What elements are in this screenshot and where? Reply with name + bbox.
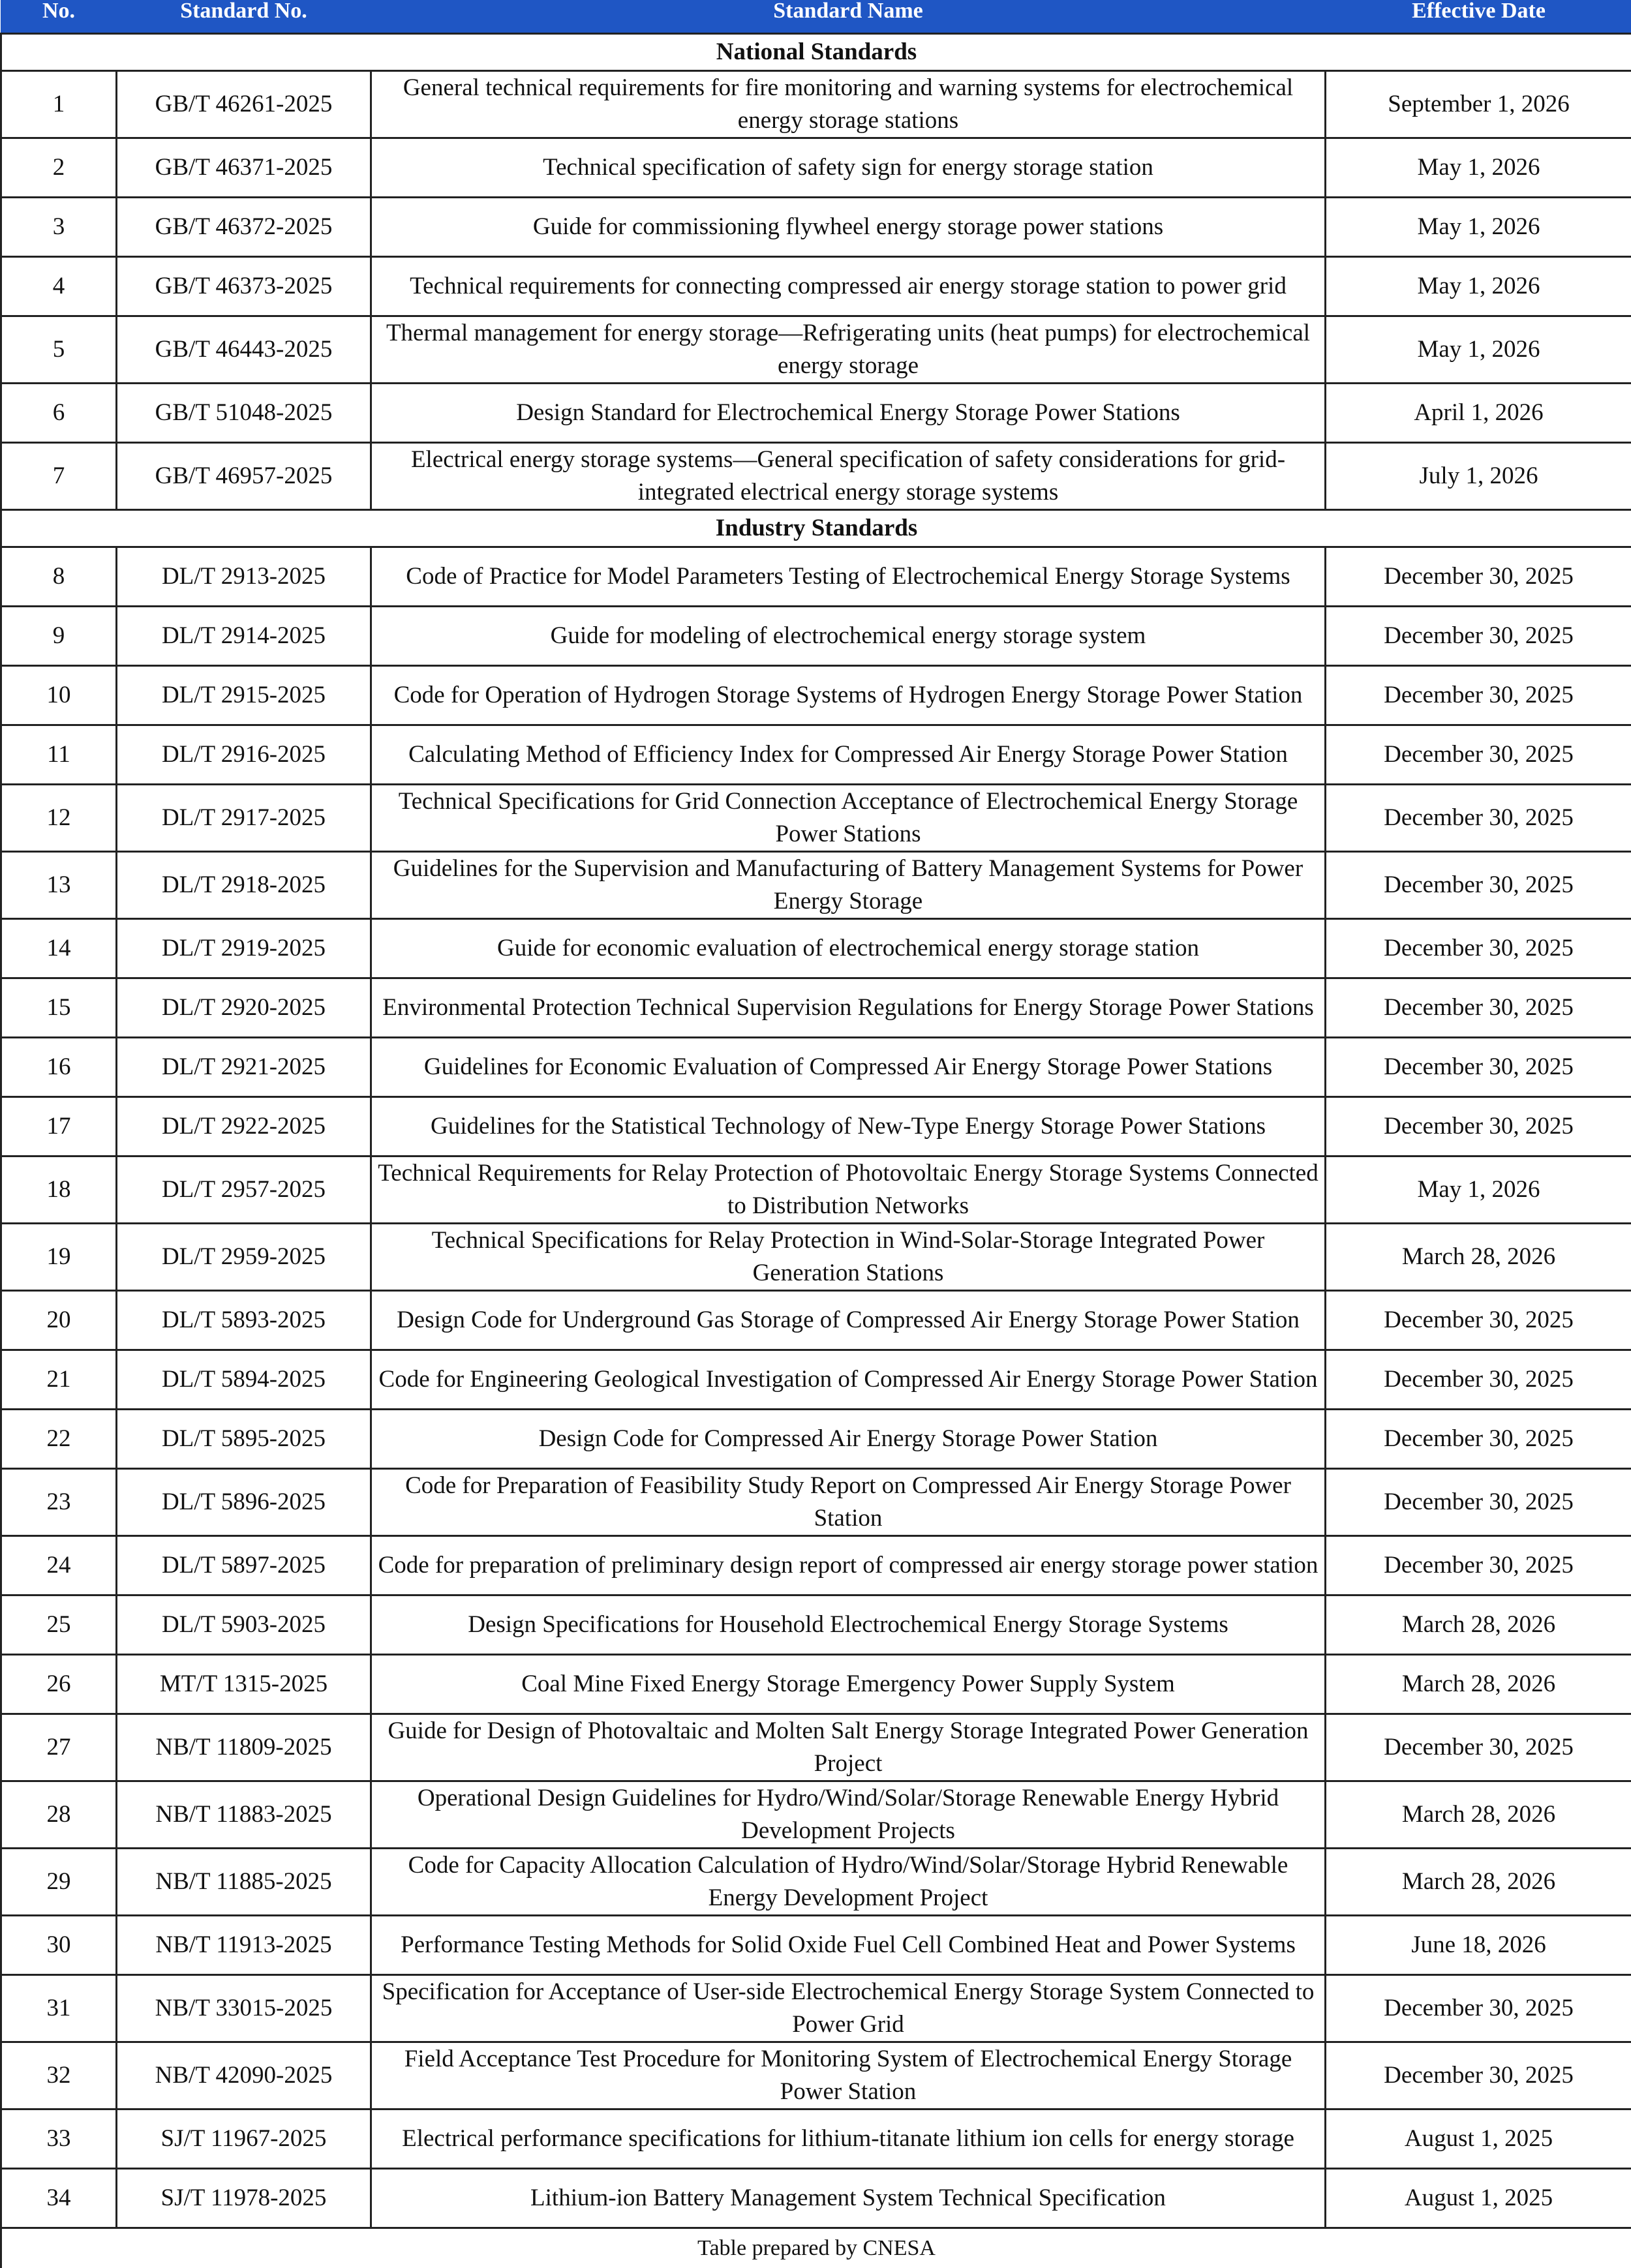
- cell-standard-name: Performance Testing Methods for Solid Oxide Fuel Cell Combined Heat and Power Systems: [371, 1916, 1326, 1975]
- table-row: [1, 71, 1631, 138]
- cell-effective-date: December 30, 2025: [1326, 547, 1631, 607]
- cell-effective-date: December 30, 2025: [1326, 2042, 1631, 2109]
- cell-effective-date: December 30, 2025: [1326, 1350, 1631, 1410]
- table-row: [1, 138, 1631, 198]
- table-row: [1, 198, 1631, 257]
- cell-no: 21: [1, 1350, 117, 1410]
- cell-standard-name: Code for Operation of Hydrogen Storage Systems of Hydrogen Energy Storage Power Station: [371, 666, 1326, 725]
- cell-effective-date: December 30, 2025: [1326, 1536, 1631, 1595]
- cell-standard-no: NB/T 42090-2025: [117, 2042, 371, 2109]
- table-row: [1, 1157, 1631, 1224]
- cell-standard-no: DL/T 2920-2025: [117, 978, 371, 1038]
- cell-standard-name: Code for preparation of preliminary design report of compressed air energy storage power station: [371, 1536, 1326, 1595]
- cell-standard-no: DL/T 5897-2025: [117, 1536, 371, 1595]
- cell-standard-no: DL/T 2915-2025: [117, 666, 371, 725]
- cell-effective-date: May 1, 2026: [1326, 138, 1631, 198]
- section-row: [1, 34, 1631, 71]
- cell-standard-no: GB/T 46372-2025: [117, 198, 371, 257]
- cell-no: 3: [1, 198, 117, 257]
- table-row: [1, 257, 1631, 316]
- cell-standard-name: Thermal management for energy storage—Refrigerating units (heat pumps) for electrochemical energy storage: [371, 316, 1326, 384]
- cell-standard-name: Field Acceptance Test Procedure for Monitoring System of Electrochemical Energy Storage Power Station: [371, 2042, 1326, 2109]
- cell-effective-date: June 18, 2026: [1326, 1916, 1631, 1975]
- table-row: [1, 607, 1631, 666]
- cell-effective-date: December 30, 2025: [1326, 725, 1631, 785]
- cell-effective-date: May 1, 2026: [1326, 1157, 1631, 1224]
- cell-no: 2: [1, 138, 117, 198]
- cell-standard-no: DL/T 2922-2025: [117, 1097, 371, 1157]
- cell-standard-no: DL/T 2917-2025: [117, 785, 371, 852]
- cell-no: 26: [1, 1655, 117, 1714]
- cell-standard-name: Technical specification of safety sign for energy storage station: [371, 138, 1326, 198]
- cell-standard-no: DL/T 2919-2025: [117, 919, 371, 978]
- cell-no: 14: [1, 919, 117, 978]
- cell-no: 28: [1, 1781, 117, 1849]
- cell-effective-date: August 1, 2025: [1326, 2109, 1631, 2169]
- cell-standard-name: Code for Preparation of Feasibility Study Report on Compressed Air Energy Storage Power Station: [371, 1469, 1326, 1536]
- cell-no: 29: [1, 1849, 117, 1916]
- cell-effective-date: September 1, 2026: [1326, 71, 1631, 138]
- cell-standard-no: NB/T 33015-2025: [117, 1975, 371, 2042]
- table-row: [1, 852, 1631, 919]
- cell-effective-date: March 28, 2026: [1326, 1849, 1631, 1916]
- cell-no: 30: [1, 1916, 117, 1975]
- cell-no: 22: [1, 1410, 117, 1469]
- cell-standard-name: Lithium-ion Battery Management System Technical Specification: [371, 2169, 1326, 2228]
- cell-standard-no: DL/T 2918-2025: [117, 852, 371, 919]
- table-row: [1, 1975, 1631, 2042]
- cell-effective-date: May 1, 2026: [1326, 257, 1631, 316]
- cell-effective-date: March 28, 2026: [1326, 1595, 1631, 1655]
- cell-standard-no: DL/T 5893-2025: [117, 1291, 371, 1350]
- table-row: [1, 919, 1631, 978]
- cell-effective-date: December 30, 2025: [1326, 607, 1631, 666]
- table-row: [1, 1038, 1631, 1097]
- cell-no: 4: [1, 257, 117, 316]
- cell-no: 32: [1, 2042, 117, 2109]
- header-effective-date: Effective Date: [1326, 1, 1631, 34]
- cell-no: 27: [1, 1714, 117, 1781]
- cell-standard-no: GB/T 46373-2025: [117, 257, 371, 316]
- table-row: [1, 1469, 1631, 1536]
- cell-effective-date: May 1, 2026: [1326, 316, 1631, 384]
- cell-standard-no: NB/T 11809-2025: [117, 1714, 371, 1781]
- table-row: [1, 725, 1631, 785]
- cell-standard-no: DL/T 2916-2025: [117, 725, 371, 785]
- table-row: [1, 1097, 1631, 1157]
- table-row: [1, 1655, 1631, 1714]
- cell-effective-date: December 30, 2025: [1326, 1714, 1631, 1781]
- cell-standard-no: DL/T 5896-2025: [117, 1469, 371, 1536]
- table-row: [1, 1595, 1631, 1655]
- table-row: [1, 1224, 1631, 1291]
- cell-no: 19: [1, 1224, 117, 1291]
- cell-effective-date: December 30, 2025: [1326, 785, 1631, 852]
- cell-effective-date: March 28, 2026: [1326, 1655, 1631, 1714]
- section-title: Industry Standards: [1, 510, 1631, 547]
- cell-standard-no: SJ/T 11967-2025: [117, 2109, 371, 2169]
- cell-standard-no: GB/T 46371-2025: [117, 138, 371, 198]
- cell-effective-date: December 30, 2025: [1326, 1291, 1631, 1350]
- cell-no: 17: [1, 1097, 117, 1157]
- cell-standard-no: GB/T 46443-2025: [117, 316, 371, 384]
- cell-effective-date: December 30, 2025: [1326, 852, 1631, 919]
- cell-no: 24: [1, 1536, 117, 1595]
- cell-standard-no: NB/T 11913-2025: [117, 1916, 371, 1975]
- cell-effective-date: December 30, 2025: [1326, 978, 1631, 1038]
- cell-standard-name: Design Code for Compressed Air Energy Storage Power Station: [371, 1410, 1326, 1469]
- cell-standard-no: DL/T 2913-2025: [117, 547, 371, 607]
- cell-effective-date: December 30, 2025: [1326, 1469, 1631, 1536]
- table-header: [1, 1, 1631, 34]
- cell-no: 16: [1, 1038, 117, 1097]
- cell-standard-name: Technical Specifications for Grid Connection Acceptance of Electrochemical Energy Storage Power Stations: [371, 785, 1326, 852]
- cell-effective-date: December 30, 2025: [1326, 919, 1631, 978]
- cell-no: 7: [1, 443, 117, 510]
- cell-standard-name: Guidelines for Economic Evaluation of Compressed Air Energy Storage Power Stations: [371, 1038, 1326, 1097]
- cell-no: 23: [1, 1469, 117, 1536]
- table-row: [1, 666, 1631, 725]
- cell-no: 11: [1, 725, 117, 785]
- header-standard-no: Standard No.: [117, 1, 371, 34]
- table-row: [1, 1536, 1631, 1595]
- cell-standard-no: DL/T 2959-2025: [117, 1224, 371, 1291]
- cell-standard-name: Specification for Acceptance of User-side Electrochemical Energy Storage System Connected to Power Grid: [371, 1975, 1326, 2042]
- cell-no: 20: [1, 1291, 117, 1350]
- cell-no: 15: [1, 978, 117, 1038]
- cell-no: 9: [1, 607, 117, 666]
- table-row: [1, 2169, 1631, 2228]
- header-no: No.: [1, 1, 117, 34]
- cell-standard-name: Operational Design Guidelines for Hydro/Wind/Solar/Storage Renewable Energy Hybrid Development Projects: [371, 1781, 1326, 1849]
- cell-effective-date: July 1, 2026: [1326, 443, 1631, 510]
- table-row: [1, 1350, 1631, 1410]
- cell-no: 10: [1, 666, 117, 725]
- table-row: [1, 384, 1631, 443]
- cell-standard-no: DL/T 5903-2025: [117, 1595, 371, 1655]
- cell-effective-date: March 28, 2026: [1326, 1781, 1631, 1849]
- cell-standard-name: Code for Capacity Allocation Calculation of Hydro/Wind/Solar/Storage Hybrid Renewable Energy Development Project: [371, 1849, 1326, 1916]
- table-row: [1, 785, 1631, 852]
- cell-standard-name: Guide for Design of Photovaltaic and Molten Salt Energy Storage Integrated Power Generation Project: [371, 1714, 1326, 1781]
- table-row: [1, 547, 1631, 607]
- table-row: [1, 1410, 1631, 1469]
- cell-no: 34: [1, 2169, 117, 2228]
- cell-no: 6: [1, 384, 117, 443]
- cell-effective-date: April 1, 2026: [1326, 384, 1631, 443]
- cell-standard-no: NB/T 11885-2025: [117, 1849, 371, 1916]
- section-row: [1, 510, 1631, 547]
- cell-standard-name: Technical Specifications for Relay Protection in Wind-Solar-Storage Integrated Power Generation Stations: [371, 1224, 1326, 1291]
- cell-effective-date: December 30, 2025: [1326, 1097, 1631, 1157]
- cell-standard-name: Guidelines for the Supervision and Manufacturing of Battery Management Systems for Power Energy Storage: [371, 852, 1326, 919]
- cell-standard-name: Guidelines for the Statistical Technology of New-Type Energy Storage Power Stations: [371, 1097, 1326, 1157]
- cell-effective-date: May 1, 2026: [1326, 198, 1631, 257]
- cell-standard-no: MT/T 1315-2025: [117, 1655, 371, 1714]
- cell-standard-name: Technical Requirements for Relay Protection of Photovoltaic Energy Storage Systems Connected to Distribution Networks: [371, 1157, 1326, 1224]
- cell-effective-date: August 1, 2025: [1326, 2169, 1631, 2228]
- cell-no: 1: [1, 71, 117, 138]
- cell-standard-name: Code for Engineering Geological Investigation of Compressed Air Energy Storage Power Station: [371, 1350, 1326, 1410]
- cell-no: 13: [1, 852, 117, 919]
- cell-standard-no: DL/T 5894-2025: [117, 1350, 371, 1410]
- cell-no: 5: [1, 316, 117, 384]
- table-body: [1, 34, 1631, 2268]
- table-row: [1, 443, 1631, 510]
- cell-no: 12: [1, 785, 117, 852]
- header-standard-name: Standard Name: [371, 1, 1326, 34]
- cell-standard-name: Guide for commissioning flywheel energy storage power stations: [371, 198, 1326, 257]
- cell-standard-name: General technical requirements for fire monitoring and warning systems for electrochemical energy storage stations: [371, 71, 1326, 138]
- table-row: [1, 1714, 1631, 1781]
- table-row: [1, 1849, 1631, 1916]
- cell-standard-name: Environmental Protection Technical Supervision Regulations for Energy Storage Power Stations: [371, 978, 1326, 1038]
- cell-no: 31: [1, 1975, 117, 2042]
- table-row: [1, 978, 1631, 1038]
- cell-no: 25: [1, 1595, 117, 1655]
- cell-no: 33: [1, 2109, 117, 2169]
- table-row: [1, 1916, 1631, 1975]
- cell-standard-no: GB/T 46261-2025: [117, 71, 371, 138]
- table-row: [1, 1291, 1631, 1350]
- cell-standard-name: Calculating Method of Efficiency Index for Compressed Air Energy Storage Power Station: [371, 725, 1326, 785]
- cell-standard-no: DL/T 2957-2025: [117, 1157, 371, 1224]
- table-row: [1, 2109, 1631, 2169]
- cell-standard-no: SJ/T 11978-2025: [117, 2169, 371, 2228]
- cell-effective-date: December 30, 2025: [1326, 1410, 1631, 1469]
- cell-standard-no: GB/T 51048-2025: [117, 384, 371, 443]
- section-title: National Standards: [1, 34, 1631, 71]
- cell-standard-name: Technical requirements for connecting compressed air energy storage station to power grid: [371, 257, 1326, 316]
- table-footnote: Table prepared by CNESA: [1, 2228, 1631, 2268]
- cell-standard-name: Guide for modeling of electrochemical energy storage system: [371, 607, 1326, 666]
- cell-effective-date: December 30, 2025: [1326, 666, 1631, 725]
- cell-standard-no: NB/T 11883-2025: [117, 1781, 371, 1849]
- cell-no: 8: [1, 547, 117, 607]
- cell-standard-no: DL/T 2914-2025: [117, 607, 371, 666]
- cell-no: 18: [1, 1157, 117, 1224]
- cell-effective-date: December 30, 2025: [1326, 1975, 1631, 2042]
- cell-standard-no: DL/T 5895-2025: [117, 1410, 371, 1469]
- cell-standard-name: Guide for economic evaluation of electrochemical energy storage station: [371, 919, 1326, 978]
- table-row: [1, 2042, 1631, 2109]
- table-row: [1, 1781, 1631, 1849]
- cell-standard-name: Design Standard for Electrochemical Energy Storage Power Stations: [371, 384, 1326, 443]
- table-row: [1, 316, 1631, 384]
- cell-standard-no: GB/T 46957-2025: [117, 443, 371, 510]
- cell-standard-name: Code of Practice for Model Parameters Testing of Electrochemical Energy Storage Systems: [371, 547, 1326, 607]
- cell-standard-name: Electrical performance specifications for lithium-titanate lithium ion cells for energy storage: [371, 2109, 1326, 2169]
- cell-standard-name: Design Code for Underground Gas Storage of Compressed Air Energy Storage Power Station: [371, 1291, 1326, 1350]
- cell-effective-date: March 28, 2026: [1326, 1224, 1631, 1291]
- cell-standard-no: DL/T 2921-2025: [117, 1038, 371, 1097]
- cell-standard-name: Electrical energy storage systems—General specification of safety considerations for grid-integrated electrical energy storage systems: [371, 443, 1326, 510]
- cell-standard-name: Coal Mine Fixed Energy Storage Emergency Power Supply System: [371, 1655, 1326, 1714]
- cell-standard-name: Design Specifications for Household Electrochemical Energy Storage Systems: [371, 1595, 1326, 1655]
- cell-effective-date: December 30, 2025: [1326, 1038, 1631, 1097]
